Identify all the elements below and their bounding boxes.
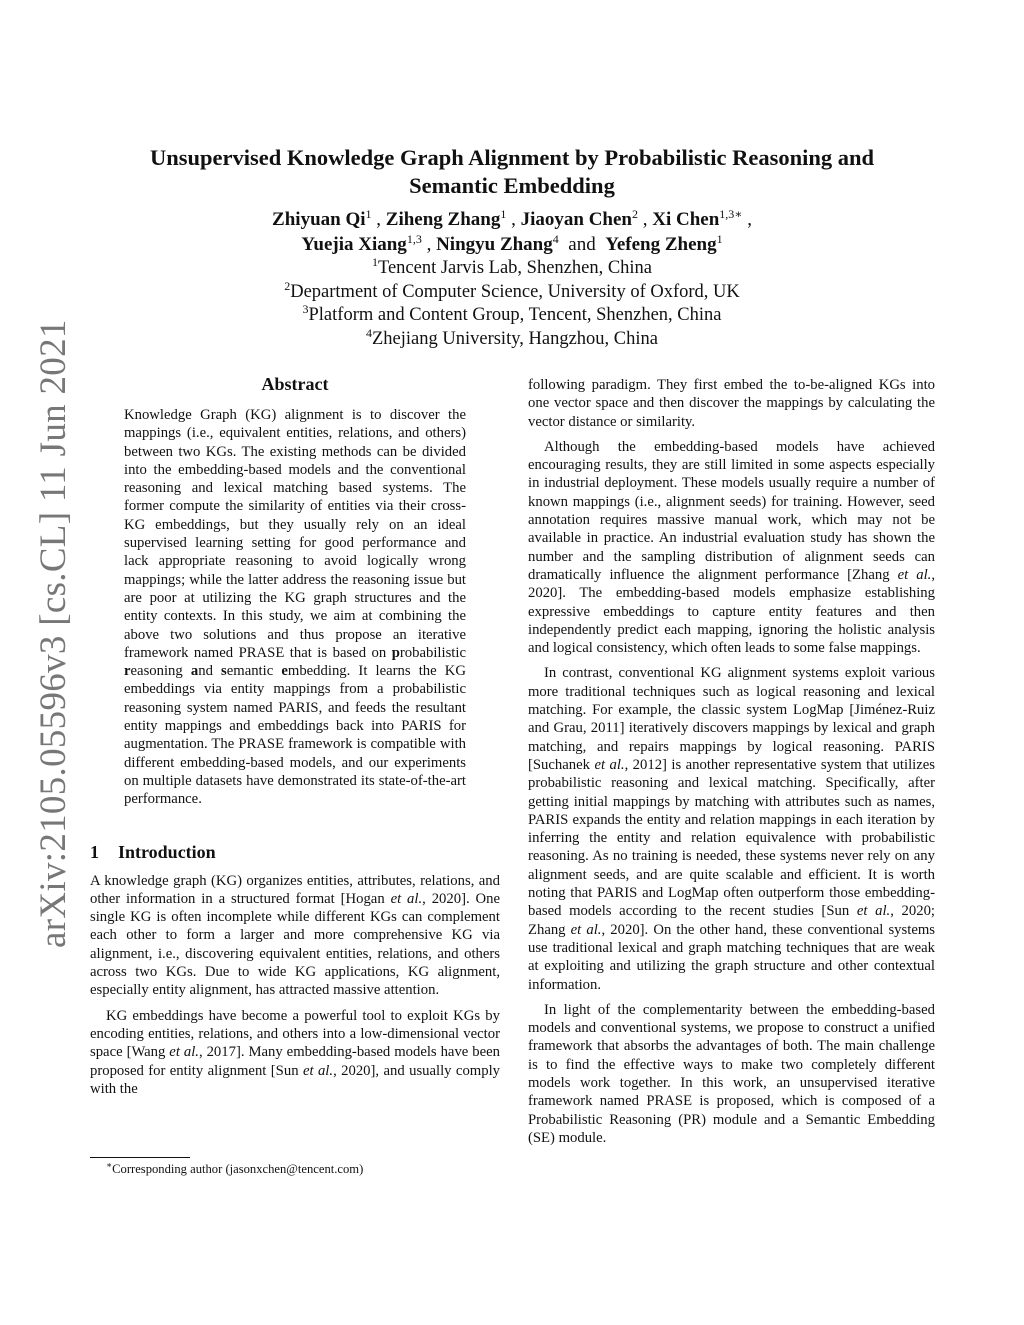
body-paragraph — [90, 1007, 500, 1098]
footnote-mark: ∗ — [106, 1160, 113, 1170]
author-name: Yuejia Xiang — [301, 234, 407, 255]
paragraph-text: , 2020; Zhang — [528, 903, 935, 938]
author-affiliation-mark: 1 — [716, 232, 723, 246]
abstract-text-part: Knowledge Graph (KG) alignment is to discover the mappings (i.e., equivalent entities, relations, and others) between two KGs. The existing methods can be divided into the embedding-based models and the conventional reasoning and lexical matching based systems. The former compute the similarity of entities via their cross-KG embeddings, but they usually rely on an ideal supervised learning setting for good performance and lack appropriate reasoning to avoid logically wrong mappings; while the latter address the reasoning issue but are poor at utilizing the KG graph structures and the entity contexts. In this study, we aim at combining the above two solutions and thus propose an iterative framework named PRASE that is based on — [124, 407, 466, 661]
author-affiliation-mark: 1,3∗ — [719, 207, 743, 221]
affiliation-4 — [80, 325, 944, 352]
author-separator: , — [371, 209, 386, 230]
affiliation-text: Zhejiang University, Hangzhou, China — [371, 328, 658, 349]
author-affiliation-mark: 1 — [500, 207, 507, 221]
author-block — [80, 207, 944, 351]
paragraph-text: KG embeddings have become a powerful tool to exploit KGs by encoding entities, relations, and others into a low-dimensional vector space [Wang — [90, 1007, 500, 1061]
author-line-2 — [80, 232, 944, 257]
affiliation-text: Department of Computer Science, University of Oxford, UK — [290, 281, 740, 302]
paragraph-text: , 2017]. Many embedding-based models have been proposed for entity alignment [Sun — [90, 1044, 500, 1079]
author-separator: , — [421, 234, 437, 255]
abstract-text-part: . It learns the KG embeddings via entity mappings from a probabilistic reasoning system named PARIS, and feeds the resultant entity mappings and embeddings back into PARIS for augmentation. The PRASE framework is compatible with different embedding-based models, and our experiments on multiple datasets have demonstrated its state-of-the-art performance. — [124, 663, 466, 808]
author-affiliation-mark: 2 — [631, 207, 638, 221]
paragraph-text: , 2020], and usually comply with the — [90, 1062, 500, 1097]
acronym-word-rest: mbedding — [287, 663, 347, 680]
author-name: Yefeng Zheng — [605, 234, 717, 255]
paragraph-text: In light of the complementarity between the embedding-based models and conventional systems, we propose to construct a unified framework that absorbs the advantages of both. The main challenge is to find the effective ways to make two completely different models work together. In this work, an unsupervised iterative framework named PRASE is proposed, which is composed of a Probabilistic Reasoning (PR) module and a Semantic Embedding (SE) module. — [528, 1001, 935, 1146]
citation-et-al: et al. — [897, 566, 932, 583]
footnote-text: Corresponding author (jasonxchen@tencent.com) — [112, 1162, 364, 1176]
acronym-word-rest: nd — [198, 663, 222, 680]
acronym-letter: p — [391, 644, 400, 661]
footnote — [106, 1161, 500, 1177]
abstract-heading: Abstract — [261, 374, 329, 394]
author-name: Ningyu Zhang — [436, 234, 553, 255]
author-affiliation-mark: 1 — [365, 207, 372, 221]
body-paragraph — [528, 664, 935, 993]
title-line-1: Unsupervised Knowledge Graph Alignment by Probabilistic Reasoning and — [149, 145, 875, 170]
affiliation-text: Platform and Content Group, Tencent, Shenzhen, China — [308, 305, 722, 325]
affiliation-mark: 4 — [365, 325, 372, 340]
paragraph-text: , 2012] is another representative system that utilizes probabilistic reasoning and lexical matching. Specifically, after getting initial mappings by matching with attributes such as names, PARIS expands the entity and relation mappings in each iteration by inferring the entity and relation equivalence with probabilistic reasoning. As no training is needed, these systems never rely on any alignment seeds, and are quite scalable and efficient. It is worth noting that PARIS and LogMap often outperform those embedding-based models according to the recent studies [Sun — [528, 756, 936, 920]
author-name: Zhiyuan Qi — [272, 209, 366, 230]
acronym-letter: s — [221, 663, 227, 680]
affiliation-mark: 2 — [284, 278, 291, 293]
author-name: Ziheng Zhang — [385, 209, 501, 230]
acronym-letter: e — [281, 663, 288, 680]
paragraph-text: , 2020]. On the other hand, these conventional systems use traditional lexical and graph matching techniques that are weak at exploiting and utilizing the graph structure and other contextual information. — [528, 921, 935, 993]
citation-et-al: et al. — [570, 921, 602, 938]
affiliation-1 — [80, 257, 944, 281]
affiliation-mark: 1 — [371, 255, 378, 269]
affiliation-2 — [80, 278, 944, 305]
affiliation-3 — [80, 304, 944, 328]
paragraph-text: In contrast, conventional KG alignment systems exploit various more traditional techniques such as logical reasoning and lexical matching. For example, the classic system LogMap [Jiménez-Ruiz and Grau, 2011] iteratively discovers mappings by lexical and graph matching, and repairs mappings by logical reasoning. PARIS [Suchanek — [528, 665, 935, 773]
body-paragraph — [528, 438, 935, 658]
author-separator: , — [742, 209, 752, 230]
author-affiliation-mark: 1,3 — [406, 232, 422, 246]
citation-et-al: et al. — [169, 1044, 199, 1061]
arxiv-identifier: arXiv:2105.05596v3 [cs.CL] 11 Jun 2021 — [33, 319, 74, 948]
left-column — [90, 372, 500, 1098]
paragraph-text: A knowledge graph (KG) organizes entities, attributes, relations, and other information in a structured format [Hogan — [90, 872, 500, 907]
body-paragraph — [528, 376, 935, 431]
author-separator: and — [558, 234, 606, 255]
paragraph-text: Although the embedding-based models have achieved encouraging results, they are still limited in some aspects especially in industrial deployment. These models usually require a number of known mappings (i.e., alignment seeds) for training. However, seed annotation requires massive manual work, which may not be available in practice. An industrial evaluation study has shown the number and the sampling distribution of alignment seeds can dramatically influence the alignment performance [Zhang — [528, 438, 935, 583]
paragraph-text: , 2020]. The embedding-based models emphasize establishing expressive embeddings to capture entity features and then independently predict each mapping, ignoring the holistic analysis and logical consistency, which often leads to some false mappings. — [528, 566, 936, 657]
citation-et-al: et al. — [856, 903, 891, 920]
citation-et-al: et al. — [390, 890, 423, 907]
body-paragraph — [528, 1001, 935, 1147]
title-line-2: Semantic Embedding — [409, 173, 615, 198]
section-number: 1 — [90, 841, 99, 862]
paragraph-text: , 2020]. One single KG is often incomplete while different KGs can complement each other to form a larger and more comprehensive KG via alignment, i.e., discovering equivalent entities, relations, and others across two KGs. Due to wide KG applications, KG alignment, especially entity alignment, has attracted massive attention. — [90, 890, 500, 999]
author-separator: , — [506, 209, 521, 230]
citation-et-al: et al. — [302, 1062, 334, 1079]
acronym-word-rest: robabilistic — [399, 644, 466, 661]
affiliation-text: Tencent Jarvis Lab, Shenzhen, China — [377, 258, 653, 278]
author-affiliation-mark: 4 — [552, 232, 559, 246]
right-column — [528, 376, 935, 1147]
body-paragraph — [90, 872, 500, 1000]
acronym-word-rest: easoning — [130, 663, 191, 680]
acronym-letter: a — [190, 663, 199, 680]
author-name: Jiaoyan Chen — [520, 209, 632, 230]
abstract-text — [124, 406, 466, 809]
acronym-word-rest: emantic — [226, 663, 282, 680]
section-heading-introduction — [90, 840, 500, 864]
paper-title — [80, 144, 944, 200]
paragraph-text: following paradigm. They first embed the to-be-aligned KGs into one vector space and then discover the mappings by calculating the vector distance or similarity. — [528, 377, 935, 430]
section-title: Introduction — [118, 841, 216, 862]
footnote-rule — [90, 1157, 190, 1158]
introduction-body — [90, 872, 500, 1099]
affiliation-mark: 3 — [302, 302, 309, 316]
citation-et-al: et al. — [594, 756, 625, 773]
author-name: Xi Chen — [652, 209, 720, 230]
author-line-1 — [80, 207, 944, 232]
acronym-letter: r — [124, 663, 131, 680]
author-separator: , — [637, 209, 653, 230]
